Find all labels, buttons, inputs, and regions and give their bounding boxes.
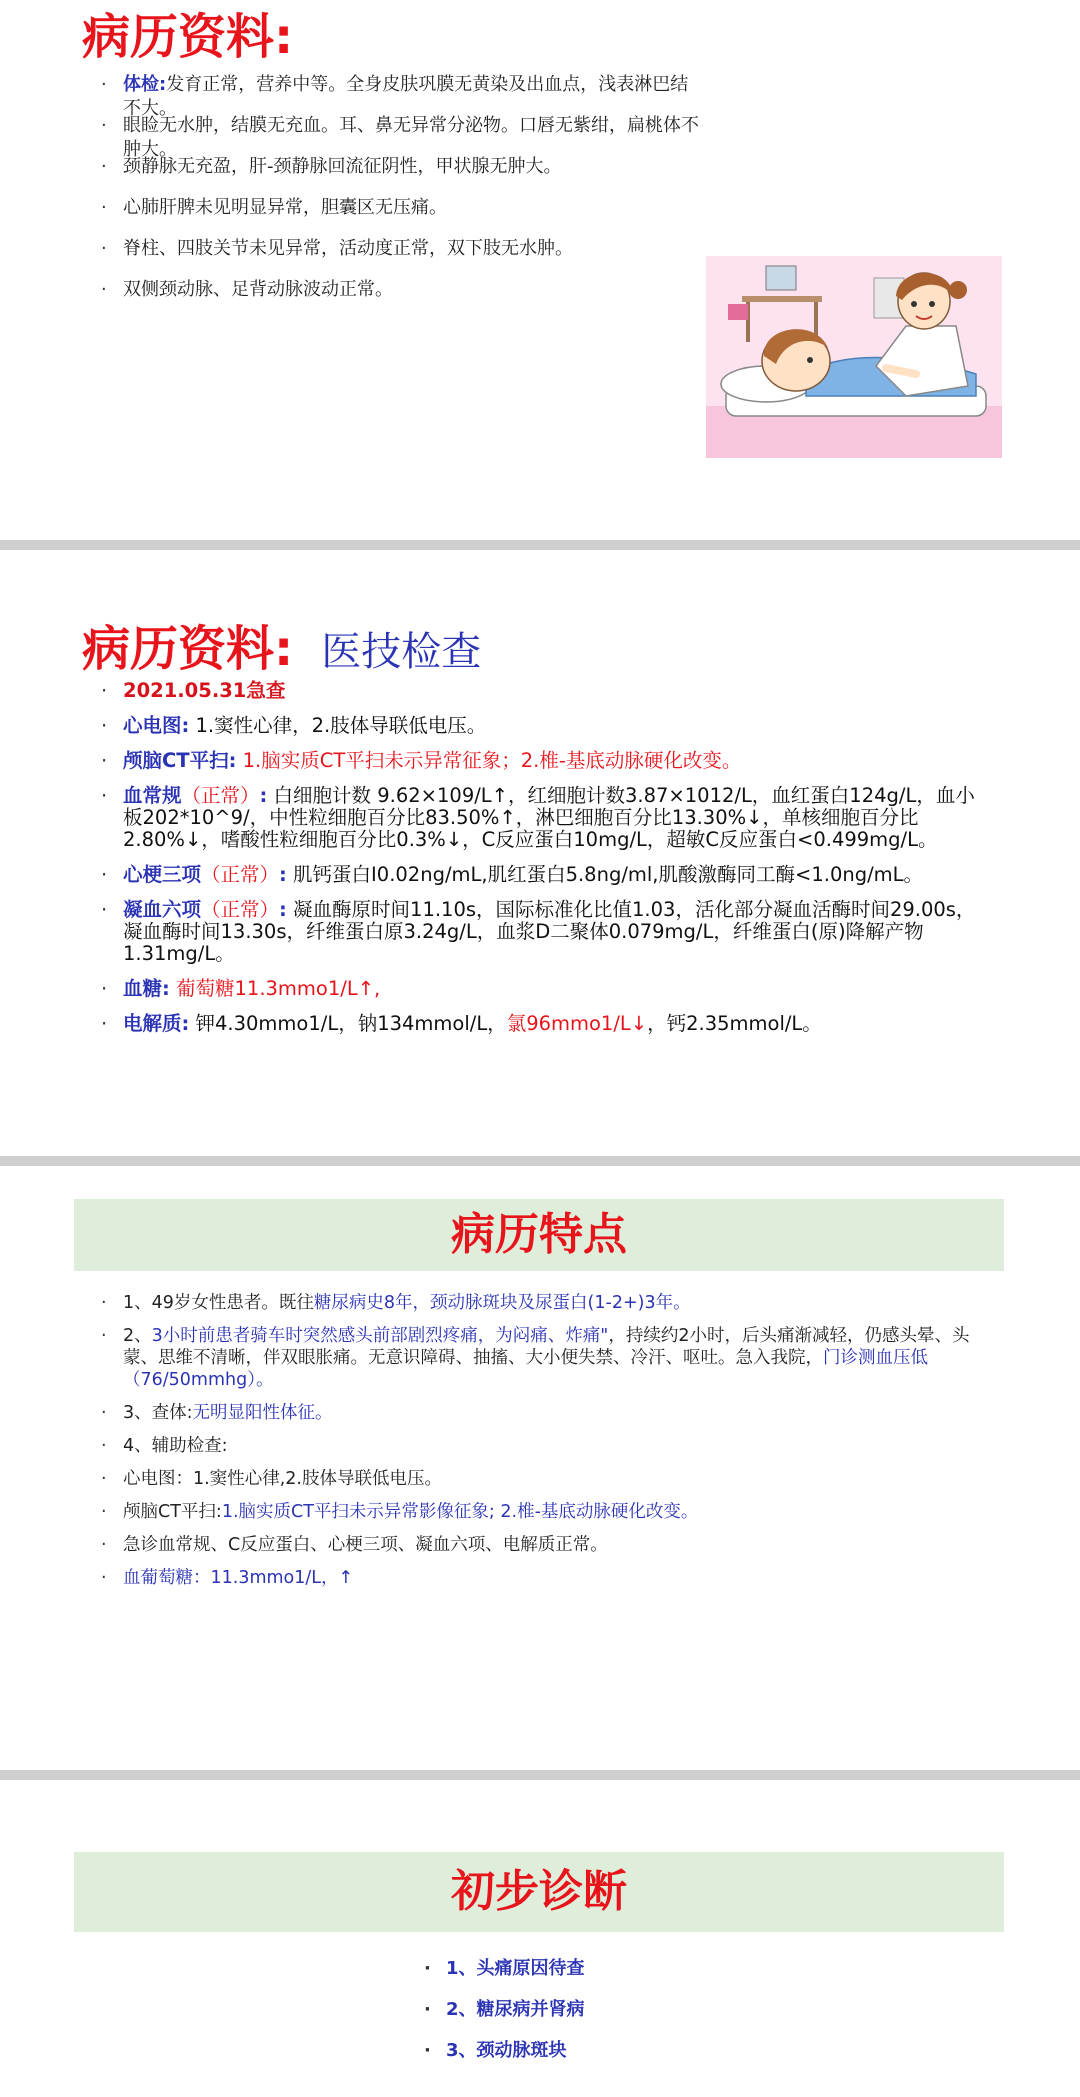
item-text-highlight: 无明显阳性体征。 bbox=[192, 1403, 333, 1423]
list-item-ct bbox=[101, 750, 993, 772]
list-item bbox=[101, 237, 701, 278]
illustration-svg bbox=[706, 256, 1002, 458]
diagnosis-item: · 3、颈动脉斑块 bbox=[424, 2040, 824, 2081]
title-text: 病历资料: bbox=[82, 621, 294, 677]
item-label: 颅脑CT平扫: bbox=[123, 749, 237, 772]
list-item bbox=[101, 1402, 1001, 1424]
exam-list bbox=[101, 73, 701, 319]
list-item bbox=[101, 73, 701, 119]
slide-lab-tests bbox=[0, 550, 1080, 1156]
item-text: 1.脑实质CT平扫未示异常征象；2.椎-基底动脉硬化改变。 bbox=[242, 749, 742, 772]
item-text: 肌钙蛋白I0.02ng/mL,肌红蛋白5.8ng/ml,肌酸激酶同工酶<1.0ng/mL。 bbox=[293, 863, 924, 886]
item-text: 钾4.30mmo1/L，钠134mmol/L， bbox=[195, 1012, 507, 1035]
lab-list bbox=[101, 680, 993, 1048]
item-text: 1、49岁女性患者。既往 bbox=[123, 1293, 314, 1313]
item-text-highlight: 门诊测血压低（76/50mmhg）。 bbox=[123, 1348, 928, 1390]
list-item-cardiac bbox=[101, 864, 993, 886]
list-item-coagulation bbox=[101, 899, 993, 965]
item-colon: : bbox=[279, 898, 287, 921]
item-text-highlight: 3小时前患者骑车时突然感头前部剧烈疼痛，为闷痛、炸痛" bbox=[151, 1326, 609, 1346]
list-item bbox=[101, 155, 701, 196]
item-text: 急诊血常规、C反应蛋白、心梗三项、凝血六项、电解质正常。 bbox=[123, 1535, 608, 1555]
item-text: ，钙2.35mmol/L。 bbox=[647, 1012, 822, 1035]
slide-title bbox=[82, 0, 293, 67]
item-text: 4、辅助检查: bbox=[123, 1436, 228, 1456]
item-text-highlight: 血葡萄糖：11.3mmo1/L，↑ bbox=[123, 1568, 354, 1588]
item-text-highlight: 1.脑实质CT平扫未示异常影像征象; 2.椎-基底动脉硬化改变。 bbox=[221, 1502, 699, 1522]
item-text: ，持续约2小时，后头痛渐减轻，仍感头晕、头蒙、思维不清晰，伴双眼胀痛。无意识障碍、抽搐、大小便失禁、冷汗、呕吐。急入我院， bbox=[123, 1326, 970, 1368]
list-item bbox=[101, 1567, 1001, 1589]
item-text: 3、查体: bbox=[123, 1403, 193, 1423]
features-list bbox=[101, 1292, 1001, 1600]
list-item-ecg bbox=[101, 715, 993, 737]
list-item bbox=[101, 1468, 1001, 1490]
slide-preliminary-diagnosis bbox=[0, 1780, 1080, 2097]
list-item-blood-routine bbox=[101, 785, 993, 851]
slide-physical-exam bbox=[0, 0, 1080, 540]
doctor-patient-illustration bbox=[706, 256, 1002, 458]
item-text: 1.窦性心律，2.肢体导联低电压。 bbox=[195, 714, 487, 737]
item-text: 心肺肝脾未见明显异常，胆囊区无压痛。 bbox=[123, 197, 447, 218]
diagnosis-list bbox=[424, 1958, 824, 2081]
exam-date: 2021.05.31急查 bbox=[123, 679, 286, 702]
item-label: 体检: bbox=[123, 74, 167, 95]
item-text-highlight: 糖尿病史8年，颈动脉斑块及尿蛋白(1-2+)3年。 bbox=[313, 1293, 691, 1313]
diagnosis-item: · 1、头痛原因待查 bbox=[424, 1958, 824, 1999]
item-text: 心电图：1.窦性心律,2.肢体导联低电压。 bbox=[123, 1469, 442, 1489]
item-label: 凝血六项 bbox=[123, 898, 202, 921]
item-text: 颅脑CT平扫: bbox=[123, 1502, 222, 1522]
section-banner: 初步诊断 bbox=[74, 1852, 1004, 1932]
slide-separator bbox=[0, 540, 1080, 550]
list-item-date bbox=[101, 680, 993, 702]
list-item bbox=[101, 114, 701, 160]
list-item bbox=[101, 1435, 1001, 1457]
item-label: 电解质: bbox=[123, 1012, 190, 1035]
item-text: 颈静脉无充盈，肝-颈静脉回流征阴性，甲状腺无肿大。 bbox=[123, 156, 562, 177]
item-text: 2、 bbox=[123, 1326, 152, 1346]
item-text: 眼睑无水肿，结膜无充血。耳、鼻无异常分泌物。口唇无紫绀，扁桃体不肿大。 bbox=[123, 115, 699, 160]
item-text: 发育正常，营养中等。全身皮肤巩膜无黄染及出血点，浅表淋巴结不大。 bbox=[123, 74, 689, 119]
item-label: 心电图: bbox=[123, 714, 190, 737]
item-colon: : bbox=[279, 863, 287, 886]
list-item bbox=[101, 196, 701, 237]
title-text: 病历资料: bbox=[82, 9, 294, 65]
section-banner: 病历特点 bbox=[74, 1199, 1004, 1271]
list-item bbox=[101, 1325, 1001, 1391]
item-text-abnormal: 氯96mmo1/L↓ bbox=[506, 1012, 648, 1035]
item-status: （正常） bbox=[181, 784, 260, 807]
item-status: （正常） bbox=[201, 863, 280, 886]
item-text: 葡萄糖11.3mmo1/L↑, bbox=[176, 977, 381, 1000]
list-item-electrolyte bbox=[101, 1013, 993, 1035]
list-item bbox=[101, 1292, 1001, 1314]
item-label: 血糖: bbox=[123, 977, 170, 1000]
item-text: 凝血酶原时间11.10s，国际标准化比值1.03，活化部分凝血活酶时间29.00s，凝血酶时间13.30s，纤维蛋白原3.24g/L，血浆D二聚体0.079mg/L，纤维蛋白(原)降解产物1.31mg/L。 bbox=[123, 898, 976, 965]
item-colon: : bbox=[259, 784, 268, 807]
diagnosis-item: · 2、糖尿病并肾病 bbox=[424, 1999, 824, 2040]
list-item bbox=[101, 1534, 1001, 1556]
title-subtitle: 医技检查 bbox=[321, 629, 482, 675]
slide-separator bbox=[0, 1156, 1080, 1166]
item-text: 脊柱、四肢关节未见异常，活动度正常，双下肢无水肿。 bbox=[123, 238, 573, 259]
slide-separator bbox=[0, 1770, 1080, 1780]
list-item-glucose bbox=[101, 978, 993, 1000]
item-label: 血常规 bbox=[123, 784, 182, 807]
item-label: 心梗三项 bbox=[123, 863, 202, 886]
list-item bbox=[101, 278, 701, 319]
slide-title bbox=[82, 610, 481, 679]
slide-case-features bbox=[0, 1166, 1080, 1770]
item-text: 白细胞计数 9.62×109/L↑，红细胞计数3.87×1012/L，血红蛋白124g/L，血小板202*10^9/，中性粒细胞百分比83.50%↑，淋巴细胞百分比13.30%↓，单核细胞百分比2.80%↓，嗜酸性粒细胞百分比0.3%↓，C反应蛋白10mg/L，超敏C反应蛋白<0.499mg/L。 bbox=[123, 784, 975, 851]
item-text: 双侧颈动脉、足背动脉波动正常。 bbox=[123, 279, 393, 300]
list-item bbox=[101, 1501, 1001, 1523]
item-status: （正常） bbox=[201, 898, 280, 921]
